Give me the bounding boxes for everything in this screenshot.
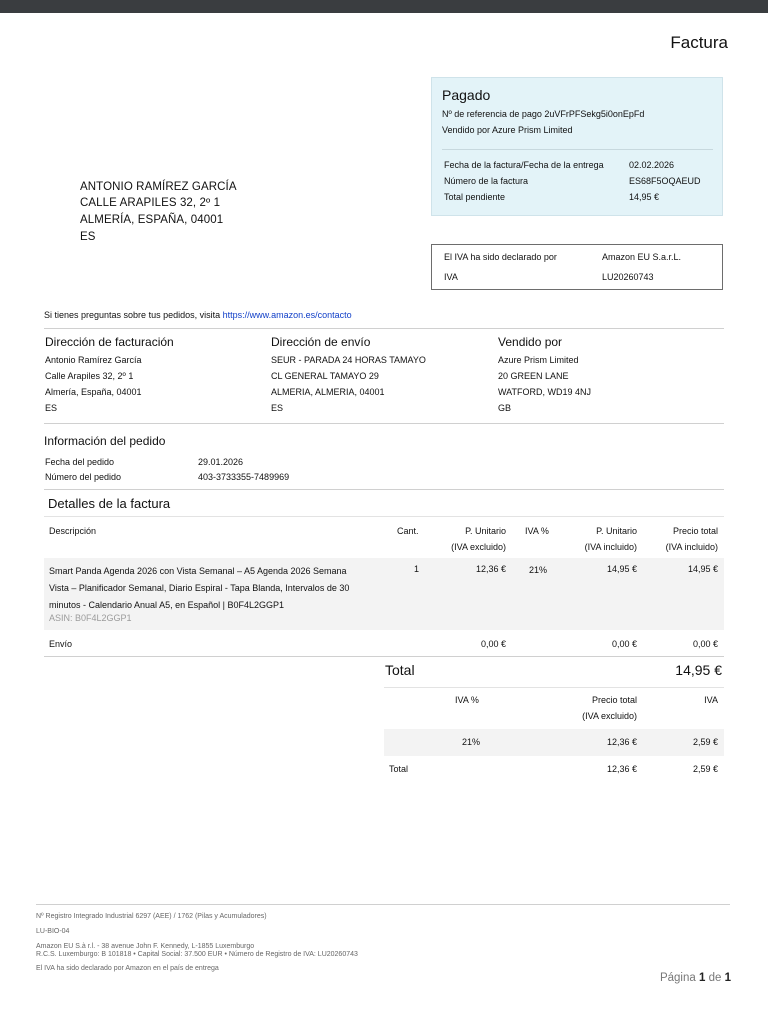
footer-bio-code: LU-BIO-04 <box>36 928 70 935</box>
vat-declared-label: El IVA ha sido declarado por <box>444 252 557 262</box>
shipping-total: 0,00 € <box>692 639 718 649</box>
item-vat: 21% <box>529 565 548 575</box>
divider <box>44 328 724 329</box>
divider <box>44 423 724 424</box>
customer-city: ALMERÍA, ESPAÑA, 04001 <box>80 214 224 226</box>
total-due-value: 14,95 € <box>629 192 660 202</box>
vat-sum-label: Total <box>389 764 409 774</box>
divider <box>384 687 724 688</box>
grand-total-label: Total <box>385 662 415 678</box>
payment-status: Pagado <box>442 87 491 103</box>
shipping-address-line: ALMERIA, ALMERIA, 04001 <box>271 387 385 397</box>
vat-declaration-box <box>431 244 723 290</box>
footer-company-address: Amazon EU S.à r.l. - 38 avenue John F. Kennedy, L-1855 Luxemburgo <box>36 943 255 950</box>
vat-id-value: LU20260743 <box>602 272 654 282</box>
contact-text: Si tienes preguntas sobre tus pedidos, visita <box>44 310 223 320</box>
grand-total-value: 14,95 € <box>675 662 722 678</box>
contact-link[interactable]: https://www.amazon.es/contacto <box>222 310 352 320</box>
vat-declared-value: Amazon EU S.a.r.L. <box>602 252 682 262</box>
item-description: Smart Panda Agenda 2026 con Vista Semanal – A5 Agenda 2026 Semana Vista – Planificador Semanal, Diario Espiral - Tapa Blanda, Intervalos de 30 minutos - Calendario Anual A5, en Español | B0F4L2GGP1 <box>49 566 350 610</box>
item-unit-in: 14,95 € <box>606 564 637 574</box>
total-due-row <box>444 192 714 202</box>
payment-summary-box <box>431 77 723 216</box>
top-bar <box>0 0 768 13</box>
vat-id-label: IVA <box>444 272 458 282</box>
col-header-unit-in: P. Unitario <box>596 526 637 536</box>
item-asin: ASIN: B0F4L2GGP1 <box>49 613 132 623</box>
col-header-description: Descripción <box>49 526 97 536</box>
seller-line: 20 GREEN LANE <box>498 371 569 381</box>
col-header-unit-ex: P. Unitario <box>465 526 506 536</box>
order-info-title: Información del pedido <box>44 434 166 448</box>
shipping-address-title: Dirección de envío <box>271 335 371 349</box>
divider <box>44 489 724 490</box>
seller-line: GB <box>498 403 512 413</box>
invoice-number-label: Número de la factura <box>444 176 529 186</box>
customer-country: ES <box>80 231 96 243</box>
page-indicator: Página 1 de 1 <box>659 972 731 984</box>
invoice-date-row <box>444 160 714 170</box>
divider <box>44 656 724 657</box>
col-header-qty: Cant. <box>397 526 419 536</box>
divider <box>44 516 724 517</box>
vat-summary-rate: 21% <box>462 737 481 747</box>
shipping-address-line: SEUR - PARADA 24 HORAS TAMAYO <box>271 355 426 365</box>
item-total: 14,95 € <box>687 564 718 574</box>
shipping-address-line: CL GENERAL TAMAYO 29 <box>271 371 379 381</box>
item-qty: 1 <box>414 564 420 574</box>
order-number-label: Número del pedido <box>45 472 122 482</box>
order-date-value: 29.01.2026 <box>198 457 244 467</box>
shipping-unit-ex: 0,00 € <box>480 639 506 649</box>
customer-street: CALLE ARAPILES 32, 2º 1 <box>80 197 221 209</box>
invoice-details-title: Detalles de la factura <box>48 496 171 511</box>
shipping-label: Envío <box>49 639 73 649</box>
invoice-date-value: 02.02.2026 <box>629 160 675 170</box>
payment-reference: Nº de referencia de pago 2uVFrPFSekg5i0onEpFd <box>442 109 645 119</box>
footer-registry: Nº Registro Integrado Industrial 6297 (AEE) / 1762 (Pilas y Acumuladores) <box>36 913 267 920</box>
billing-address-title: Dirección de facturación <box>45 335 174 349</box>
invoice-number-value: ES68F5OQAEUD <box>629 176 701 186</box>
invoice-number-row <box>444 176 714 186</box>
billing-address-line: Almería, España, 04001 <box>45 387 142 397</box>
divider <box>36 904 730 905</box>
payment-sold-by: Vendido por Azure Prism Limited <box>442 125 573 135</box>
vat-summary-header-total: Precio total <box>591 695 637 705</box>
vat-sum-iva: 2,59 € <box>692 764 718 774</box>
col-header-total-sub: (IVA incluido) <box>665 542 718 552</box>
billing-address-line: Calle Arapiles 32, 2º 1 <box>45 371 134 381</box>
item-unit-ex: 12,36 € <box>475 564 506 574</box>
col-header-unit-in-sub: (IVA incluido) <box>584 542 637 552</box>
vat-summary-header-rate: IVA % <box>455 695 479 705</box>
vat-summary-header-iva: IVA <box>704 695 718 705</box>
seller-line: WATFORD, WD19 4NJ <box>498 387 592 397</box>
vat-summary-total: 12,36 € <box>606 737 637 747</box>
divider <box>442 149 713 150</box>
seller-line: Azure Prism Limited <box>498 355 579 365</box>
shipping-address-line: ES <box>271 403 284 413</box>
vat-summary-row <box>384 729 724 756</box>
seller-title: Vendido por <box>498 335 563 349</box>
order-date-label: Fecha del pedido <box>45 457 115 467</box>
col-header-total: Precio total <box>672 526 718 536</box>
vat-sum-total: 12,36 € <box>606 764 637 774</box>
vat-summary-iva: 2,59 € <box>692 737 718 747</box>
invoice-date-label: Fecha de la factura/Fecha de la entrega <box>444 160 604 170</box>
col-header-unit-ex-sub: (IVA excluido) <box>451 542 506 552</box>
order-number-value: 403-3733355-7489969 <box>198 472 290 482</box>
invoice-title: Factura <box>670 33 728 52</box>
vat-summary-header-total-sub: (IVA excluido) <box>582 711 637 721</box>
billing-address-line: Antonio Ramírez García <box>45 355 142 365</box>
contact-line <box>44 310 352 320</box>
shipping-unit-in: 0,00 € <box>611 639 637 649</box>
footer-vat-note: El IVA ha sido declarado por Amazon en el país de entrega <box>36 965 219 972</box>
col-header-vat: IVA % <box>525 526 549 536</box>
footer-company-registry: R.C.S. Luxemburgo: B 101818 • Capital Social: 37.500 EUR • Número de Registro de IVA: LU20260743 <box>36 951 358 958</box>
total-due-label: Total pendiente <box>444 192 506 202</box>
billing-address-line: ES <box>45 403 58 413</box>
table-row <box>44 558 724 630</box>
customer-name: ANTONIO RAMÍREZ GARCÍA <box>80 181 237 193</box>
